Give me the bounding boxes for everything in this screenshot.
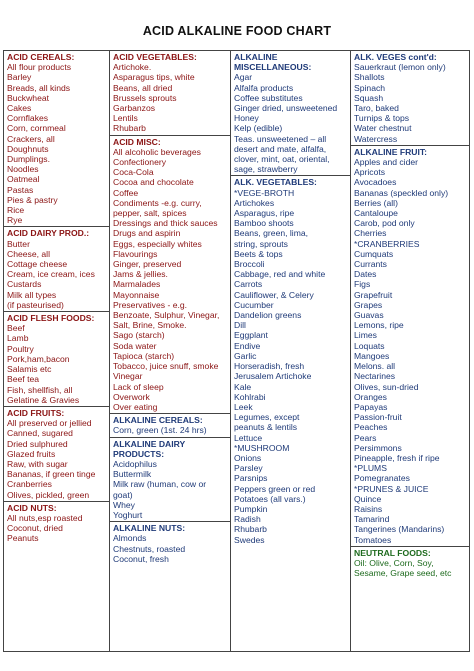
food-item: Beets & tops bbox=[234, 248, 283, 259]
food-item: Limes bbox=[354, 330, 377, 341]
food-item: Pineapple, fresh if ripe bbox=[354, 452, 440, 463]
food-item: Corn, green (1st. 24 hrs) bbox=[113, 425, 207, 436]
section-header: ALKALINE CEREALS: bbox=[113, 415, 203, 426]
food-item: Glazed fruits bbox=[7, 448, 56, 459]
food-item: Radish bbox=[234, 514, 261, 525]
food-item: Swedes bbox=[234, 534, 265, 545]
food-item: Carrots bbox=[234, 279, 263, 290]
food-item: Teas. unsweetened – all bbox=[234, 133, 327, 144]
food-item: Dandelion greens bbox=[234, 310, 302, 321]
food-item: All nuts,esp roasted bbox=[7, 512, 83, 523]
food-item: Carob, pod only bbox=[354, 218, 415, 229]
food-item: Berries (all) bbox=[354, 197, 398, 208]
food-item: Bananas (speckled only) bbox=[354, 187, 449, 198]
food-item: Dates bbox=[354, 269, 377, 280]
food-item: Soda water bbox=[113, 340, 157, 351]
food-section bbox=[351, 547, 469, 580]
food-item: *CRANBERRIES bbox=[354, 238, 420, 249]
food-item: Acidophilus bbox=[113, 458, 157, 469]
food-item: *PLUMS bbox=[354, 463, 387, 474]
food-item: Peaches bbox=[354, 422, 388, 433]
food-item: Fish, shellfish, all bbox=[7, 384, 73, 395]
food-item: Rhubarb bbox=[234, 524, 267, 535]
food-item: Rice bbox=[7, 205, 25, 216]
food-item: Lamb bbox=[7, 333, 29, 344]
food-item: Eggplant bbox=[234, 330, 268, 341]
food-item: Beef bbox=[7, 323, 25, 334]
food-item: Corn, cornmeal bbox=[7, 123, 66, 134]
food-item: Papayas bbox=[354, 401, 388, 412]
column-4 bbox=[351, 51, 469, 651]
column-3 bbox=[231, 51, 351, 651]
food-item: Doughnuts bbox=[7, 143, 49, 154]
food-item: Lack of sleep bbox=[113, 381, 164, 392]
food-item: Raisins bbox=[354, 503, 383, 514]
food-item: Persimmons bbox=[354, 442, 402, 453]
food-item: Nectarines bbox=[354, 371, 396, 382]
food-item: Avocadoes bbox=[354, 177, 397, 188]
food-item: Lettuce bbox=[234, 432, 263, 443]
food-item: Over eating bbox=[113, 401, 158, 412]
food-item: pepper, salt, spices bbox=[113, 208, 187, 219]
food-item: Olives, sun-dried bbox=[354, 381, 419, 392]
food-item: Almonds bbox=[113, 533, 147, 544]
food-item: Yoghurt bbox=[113, 509, 143, 520]
food-section bbox=[231, 176, 350, 545]
food-item: Lentils bbox=[113, 113, 138, 124]
food-section bbox=[4, 227, 109, 312]
food-item: Cornflakes bbox=[7, 113, 49, 124]
food-section bbox=[4, 51, 109, 227]
food-item: Cottage cheese bbox=[7, 259, 68, 270]
food-item: Cantaloupe bbox=[354, 208, 398, 219]
section-header: ALKALINE MISCELLANEOUS: bbox=[234, 52, 312, 73]
food-item: Leek bbox=[234, 401, 253, 412]
food-item: Mayonnaise bbox=[113, 289, 160, 300]
food-item: Tangerines (Mandarins) bbox=[354, 524, 445, 535]
food-item: Melons. all bbox=[354, 361, 396, 372]
food-item: Passion-fruit bbox=[354, 412, 402, 423]
food-item: Apricots bbox=[354, 167, 386, 178]
food-item: Jerusalem Artichoke bbox=[234, 371, 312, 382]
food-item: Parsnips bbox=[234, 473, 268, 484]
section-header: ALK. VEGETABLES: bbox=[234, 177, 317, 188]
food-item: Tapioca (starch) bbox=[113, 350, 175, 361]
section-header: ACID CEREALS: bbox=[7, 52, 75, 62]
food-item: Pumpkin bbox=[234, 503, 268, 514]
food-item: Peppers green or red bbox=[234, 483, 316, 494]
food-item: Benzoate, Sulphur, Vinegar, bbox=[113, 310, 220, 321]
food-item: Garlic bbox=[234, 350, 257, 361]
food-item: Potatoes (all vars.) bbox=[234, 493, 306, 504]
food-item: Dried sulphured bbox=[7, 438, 68, 449]
food-item: Water chestnut bbox=[354, 123, 412, 134]
food-item: Currants bbox=[354, 259, 387, 270]
food-item: All alcoholic beverages bbox=[113, 146, 201, 157]
food-item: Cabbage, red and white bbox=[234, 269, 326, 280]
food-item: Breads, all kinds bbox=[7, 82, 71, 93]
food-item: Lemons, ripe bbox=[354, 320, 404, 331]
section-header: NEUTRAL FOODS: bbox=[354, 547, 431, 558]
food-item: Legumes, except bbox=[234, 412, 300, 423]
food-item: Salt, Brine, Smoke. bbox=[113, 320, 187, 331]
food-item: Poultry bbox=[7, 343, 34, 354]
food-item: Watercress bbox=[354, 133, 398, 144]
food-item: *VEGE-BROTH bbox=[234, 187, 295, 198]
section-header: ACID FRUITS: bbox=[7, 407, 65, 418]
chart-title: ACID ALKALINE FOOD CHART bbox=[142, 24, 332, 38]
food-item: Marmalades bbox=[113, 279, 161, 290]
food-item: Ginger dried, unsweetened bbox=[234, 103, 338, 114]
food-section bbox=[4, 407, 109, 502]
food-item: *PRUNES & JUICE bbox=[354, 483, 429, 494]
food-item: Cream, ice cream, ices bbox=[7, 269, 95, 280]
food-section bbox=[110, 414, 230, 437]
section-header: ACID MISC: bbox=[113, 136, 161, 147]
food-item: Guavas bbox=[354, 310, 384, 321]
food-item: All flour products bbox=[7, 62, 72, 73]
food-item: Artichokes bbox=[234, 197, 275, 208]
food-item: All preserved or jellied bbox=[7, 418, 92, 429]
food-item: Salamis etc bbox=[7, 364, 52, 375]
food-item: Whey bbox=[113, 499, 135, 510]
food-item: Cheese, all bbox=[7, 248, 50, 259]
food-item: Crackers, all bbox=[7, 133, 55, 144]
food-item: Cherries bbox=[354, 228, 387, 239]
food-item: Alfalfa products bbox=[234, 82, 294, 93]
food-item: Chestnuts, roasted bbox=[113, 543, 186, 554]
food-item: Grapes bbox=[354, 299, 383, 310]
food-item: Kohlrabi bbox=[234, 391, 266, 402]
food-item: Cocoa and chocolate bbox=[113, 177, 194, 188]
food-item: Kelp (edible) bbox=[234, 123, 283, 134]
food-item: Sago (starch) bbox=[113, 330, 165, 341]
food-item: Beef tea bbox=[7, 374, 40, 385]
food-item: Broccoli bbox=[234, 259, 265, 270]
food-section bbox=[4, 312, 109, 407]
food-item: Cranberries bbox=[7, 479, 52, 490]
food-item: Custards bbox=[7, 279, 42, 290]
food-item: Asparagus, ripe bbox=[234, 208, 295, 219]
column-1 bbox=[4, 51, 110, 651]
section-header: ACID NUTS: bbox=[7, 502, 57, 513]
food-item: Preservatives - e.g. bbox=[113, 299, 188, 310]
food-item: Noodles bbox=[7, 164, 39, 175]
food-item: Parsley bbox=[234, 463, 263, 474]
food-item: Coconut, dried bbox=[7, 523, 63, 534]
food-item: Dill bbox=[234, 320, 246, 331]
food-item: Quince bbox=[354, 493, 382, 504]
section-header: ACID VEGETABLES: bbox=[113, 52, 197, 62]
food-item: Apples and cider bbox=[354, 157, 419, 168]
food-item: Coca-Cola bbox=[113, 167, 154, 178]
section-header: ALK. VEGES cont'd: bbox=[354, 52, 437, 62]
food-section bbox=[110, 136, 230, 414]
food-item: Tomatoes bbox=[354, 534, 392, 545]
food-item: Oranges bbox=[354, 391, 387, 402]
food-item: Honey bbox=[234, 113, 259, 124]
food-item: Pies & pastry bbox=[7, 194, 58, 205]
food-item: Vinegar bbox=[113, 371, 143, 382]
food-item: Jams & jellies. bbox=[113, 269, 168, 280]
food-item: Pork,ham,bacon bbox=[7, 353, 70, 364]
food-item: Cauliflower, & Celery bbox=[234, 289, 314, 300]
section-header: ALKALINE FRUIT: bbox=[354, 146, 428, 157]
food-item: Agar bbox=[234, 72, 253, 83]
food-item: Artichoke. bbox=[113, 62, 152, 73]
food-item: Grapefruit bbox=[354, 289, 393, 300]
food-item: Ginger, preserved bbox=[113, 259, 182, 270]
food-item: Gelatine & Gravies bbox=[7, 394, 80, 405]
food-item: Pomegranates bbox=[354, 473, 410, 484]
food-item: desert and mate, alfalfa, bbox=[234, 143, 327, 154]
food-item: Milk raw (human, cow or bbox=[113, 479, 207, 490]
food-item: sage, strawberry bbox=[234, 164, 298, 175]
food-item: Milk all types bbox=[7, 289, 57, 300]
food-item: (if pasteurised) bbox=[7, 299, 64, 310]
food-item: Overwork bbox=[113, 391, 150, 402]
food-item: Squash bbox=[354, 92, 384, 103]
food-item: Condiments -e.g. curry, bbox=[113, 197, 202, 208]
food-item: Raw, with sugar bbox=[7, 458, 68, 469]
food-item: Tamarind bbox=[354, 514, 390, 525]
food-item: Confectionery bbox=[113, 157, 167, 168]
food-item: Oatmeal bbox=[7, 174, 40, 185]
food-section bbox=[4, 502, 109, 545]
food-item: Kale bbox=[234, 381, 252, 392]
food-item: Barley bbox=[7, 72, 32, 83]
food-item: Olives, pickled, green bbox=[7, 489, 90, 500]
food-item: Endive bbox=[234, 340, 261, 351]
food-section bbox=[351, 146, 469, 547]
food-section bbox=[110, 522, 230, 565]
food-item: Dumplings. bbox=[7, 154, 50, 165]
food-item: Beans, green, lima, bbox=[234, 228, 309, 239]
food-item: Oil: Olive, Corn, Soy, bbox=[354, 557, 434, 568]
food-item: Pears bbox=[354, 432, 377, 443]
section-header: ACID FLESH FOODS: bbox=[7, 313, 95, 324]
food-item: Sauerkraut (lemon only) bbox=[354, 62, 446, 73]
food-item: Flavourings bbox=[113, 248, 158, 259]
food-item: Taro, baked bbox=[354, 103, 399, 114]
food-item: Pastas bbox=[7, 184, 34, 195]
food-item: Onions bbox=[234, 452, 262, 463]
food-section bbox=[231, 51, 350, 176]
food-item: Dressings and thick sauces bbox=[113, 218, 218, 229]
food-item: Drugs and aspirin bbox=[113, 228, 181, 239]
food-item: Canned, sugared bbox=[7, 428, 73, 439]
food-item: Buttermilk bbox=[113, 469, 152, 480]
section-header: ALKALINE DAIRY PRODUCTS: bbox=[113, 438, 186, 459]
food-item: Sesame, Grape seed, etc bbox=[354, 568, 452, 579]
food-item: Turnips & tops bbox=[354, 113, 410, 124]
food-item: Tobacco, juice snuff, smoke bbox=[113, 361, 219, 372]
food-item: Shallots bbox=[354, 72, 385, 83]
food-item: Bamboo shoots bbox=[234, 218, 294, 229]
food-item: Mangoes bbox=[354, 350, 390, 361]
food-item: clover, mint, oat, oriental, bbox=[234, 154, 330, 165]
food-item: peanuts & lentils bbox=[234, 422, 298, 433]
food-chart-grid bbox=[3, 50, 470, 652]
food-item: Horseradish, fresh bbox=[234, 361, 305, 372]
food-item: goat) bbox=[113, 489, 133, 500]
food-item: Spinach bbox=[354, 82, 386, 93]
column-2 bbox=[110, 51, 231, 651]
food-item: Butter bbox=[7, 238, 30, 249]
food-section bbox=[110, 438, 230, 523]
food-item: Cakes bbox=[7, 103, 32, 114]
food-item: Figs bbox=[354, 279, 371, 290]
food-item: Eggs, especially whites bbox=[113, 238, 202, 249]
food-item: string, sprouts bbox=[234, 238, 288, 249]
section-header: ALKALINE NUTS: bbox=[113, 523, 186, 534]
food-item: Peanuts bbox=[7, 533, 39, 544]
food-section bbox=[351, 51, 469, 146]
food-item: Buckwheat bbox=[7, 92, 50, 103]
food-item: Cumquats bbox=[354, 248, 394, 259]
food-item: Bananas, if green tinge bbox=[7, 469, 96, 480]
food-item: Rye bbox=[7, 215, 23, 226]
food-item: Loquats bbox=[354, 340, 385, 351]
section-header: ACID DAIRY PROD.: bbox=[7, 228, 90, 239]
food-item: Beans, all dried bbox=[113, 82, 173, 93]
food-item: Brussels sprouts bbox=[113, 92, 177, 103]
food-item: Coffee substitutes bbox=[234, 92, 303, 103]
food-item: Coffee bbox=[113, 187, 139, 198]
food-item: *MUSHROOM bbox=[234, 442, 290, 453]
food-item: Cucumber bbox=[234, 299, 274, 310]
food-item: Coconut, fresh bbox=[113, 553, 169, 564]
food-item: Garbanzos bbox=[113, 103, 156, 114]
food-item: Rhubarb bbox=[113, 123, 146, 134]
food-section bbox=[110, 51, 230, 136]
food-item: Asparagus tips, white bbox=[113, 72, 195, 83]
